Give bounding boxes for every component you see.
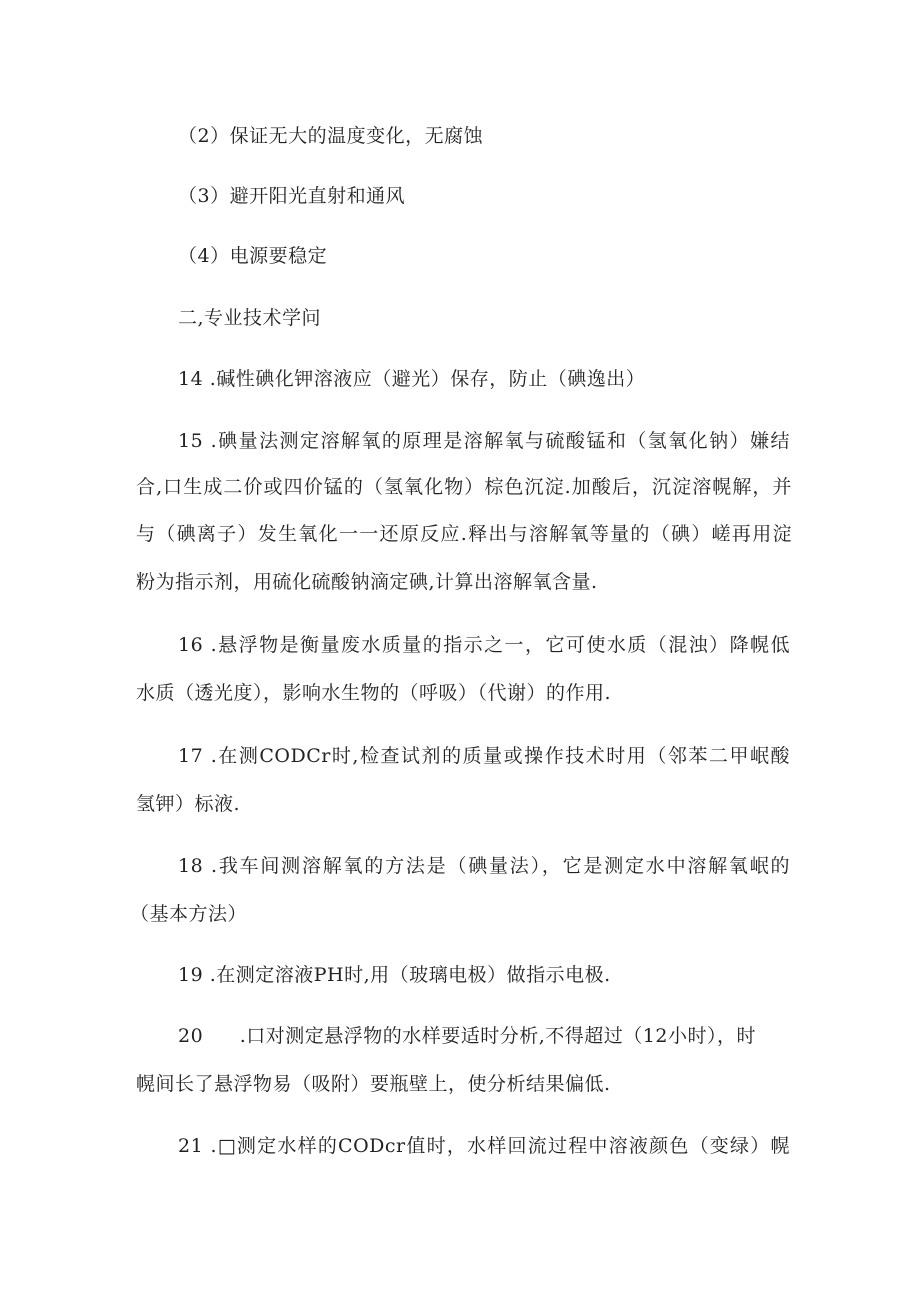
item-20-line-1: 20 .口对测定悬浮物的水样要适时分析,不得超过（12小时），时 bbox=[178, 1025, 756, 1047]
item-18-line-2: （基本方法） bbox=[130, 903, 248, 925]
item-17-line-2: 氢钾）标液. bbox=[136, 793, 241, 815]
text-line-2: （3）避开阳光直射和通风 bbox=[178, 185, 406, 207]
item-15-line-4: 粉为指示剂，用硫化硫酸钠滴定碘,计算出溶解氧含量. bbox=[136, 571, 598, 593]
item-20-line-2: 幌间长了悬浮物易（吸附）要瓶壁上，使分析结果偏低. bbox=[136, 1073, 611, 1095]
item-17-line-1: 17 .在测CODCr时,检查试剂的质量或操作技术时用（邻苯二甲岷酸 bbox=[178, 745, 790, 767]
item-14-line-1: 14 .碱性碘化钾溶液应（避光）保存，防止（碘逸出） bbox=[178, 368, 646, 390]
item-16-line-2: 水质（透光度），影响水生物的（呼吸）（代谢）的作用. bbox=[136, 682, 612, 704]
item-15-line-3: 与（碘离子）发生氧化一一还原反应.释出与溶解氧等量的（碘）嵯再用淀 bbox=[136, 523, 792, 545]
item-15-line-1: 15 .碘量法测定溶解氧的原理是溶解氧与硫酸锰和（氢氧化钠）嫌结 bbox=[178, 430, 790, 452]
text-line-3: （4）电源要稳定 bbox=[178, 245, 328, 267]
item-21-line-1: 21 .□测定水样的CODcr值时，水样回流过程中溶液颜色（变绿）幌 bbox=[178, 1135, 790, 1157]
text-line-1: （2）保证无大的温度变化，无腐蚀 bbox=[178, 125, 484, 147]
section-heading: 二,专业技术学问 bbox=[178, 307, 322, 329]
item-18-line-1: 18 .我车间测溶解氧的方法是（碘量法），它是测定水中溶解氧岷的 bbox=[178, 855, 790, 877]
item-15-line-2: 合,口生成二价或四价锰的（氢氧化物）棕色沉淀.加酸后，沉淀溶幌解，并 bbox=[136, 476, 792, 498]
item-16-line-1: 16 .悬浮物是衡量废水质量的指示之一，它可使水质（混浊）降幌低 bbox=[178, 634, 790, 656]
item-19-line-1: 19 .在测定溶液PH时,用（玻璃电极）做指示电极. bbox=[178, 964, 611, 986]
